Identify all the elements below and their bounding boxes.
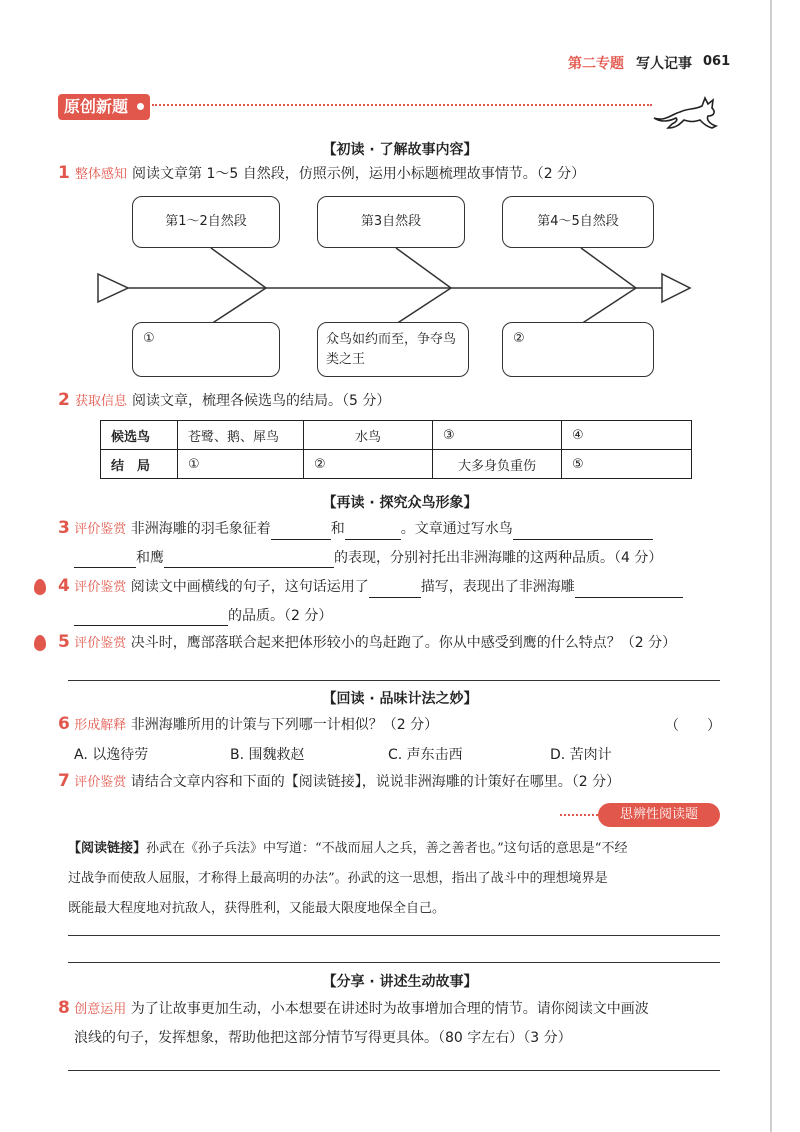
bird-outcome-table: [100, 420, 692, 479]
table-cell[interactable]: ①: [178, 450, 304, 479]
plot-box-bottom-2: 众鸟如约而至，争夺鸟类之王: [317, 322, 469, 377]
question-text: 为了让故事更加生动，小本想要在讲述时为故事增加合理的情节。请你阅读文中画波: [130, 1001, 649, 1017]
critical-reading-tag: 思辨性阅读题: [598, 803, 720, 827]
badge-label: 原创新题: [64, 97, 129, 116]
table-cell: 苍鹭、鹅、犀鸟: [178, 421, 304, 450]
section-heading-first-read: 【初读 · 了解故事内容】: [322, 142, 478, 158]
answer-blank[interactable]: [74, 551, 136, 568]
table-row: [101, 421, 692, 450]
difficulty-flame-icon: [34, 635, 46, 651]
option-d[interactable]: D. 苦肉计: [550, 747, 612, 763]
table-cell[interactable]: ②: [304, 450, 433, 479]
table-cell[interactable]: ④: [562, 421, 692, 450]
question-number: 1: [58, 163, 70, 183]
question-4: [58, 576, 728, 598]
question-8: [58, 998, 738, 1020]
question-1: [58, 163, 585, 184]
question-7: [58, 771, 738, 793]
question-text: 请结合文章内容和下面的【阅读链接】，说说非洲海雕的计策好在哪里。（2 分）: [130, 774, 621, 790]
header-section: 第二专题: [568, 56, 624, 72]
question-tag: 评价鉴赏: [74, 522, 127, 537]
answer-line[interactable]: [68, 935, 720, 936]
plot-box-top-2: 第3自然段: [317, 196, 465, 248]
question-tag: 整体感知: [74, 167, 127, 182]
page-edge: [770, 0, 772, 1132]
question-tag: 形成解释: [74, 718, 127, 733]
answer-blank[interactable]: [369, 581, 421, 598]
plot-box-bottom-3[interactable]: ②: [502, 322, 654, 377]
header-topic: 写人记事: [636, 56, 692, 72]
plot-box-top-3: 第4～5自然段: [502, 196, 654, 248]
answer-blank[interactable]: [575, 581, 683, 598]
answer-paren[interactable]: （ ）: [665, 718, 721, 734]
option-b[interactable]: B. 围魏救赵: [230, 747, 305, 763]
section-heading-second-read: 【再读 · 探究众鸟形象】: [322, 495, 478, 511]
question-text: 阅读文章第 1～5 自然段，仿照示例，运用小标题梳理故事情节。（2 分）: [132, 166, 586, 182]
table-cell: 大多身负重伤: [433, 450, 562, 479]
difficulty-flame-icon: [34, 579, 46, 595]
question-3-line-2: [74, 548, 724, 568]
answer-blank[interactable]: [513, 523, 653, 540]
question-text: 和: [330, 521, 345, 537]
reading-link-box: [68, 834, 728, 924]
head-arrow: [662, 274, 690, 302]
reading-link-text: 既能最大程度地对抗敌人，获得胜利，又能最大限度地保全自己。: [68, 901, 446, 916]
question-number: 7: [58, 771, 70, 791]
question-text: 决斗时，鹰部落联合起来把体形较小的鸟赶跑了。你从中感受到鹰的什么特点？（2 分）: [130, 635, 677, 651]
reading-link-text: 过战争而使敌人屈服，才称得上最高明的办法”。孙武的这一思想，指出了战斗中的理想境界是: [68, 871, 608, 886]
option-a[interactable]: A. 以逸待劳: [74, 747, 149, 763]
question-tag: 评价鉴赏: [74, 775, 127, 790]
question-6: [58, 714, 438, 736]
table-cell[interactable]: ⑤: [562, 450, 692, 479]
section-heading-third-read: 【回读 · 品味计法之妙】: [322, 691, 478, 707]
dotted-divider: [152, 104, 652, 106]
question-number: 5: [58, 632, 70, 652]
question-number: 2: [58, 390, 70, 410]
option-c[interactable]: C. 声东击西: [388, 747, 463, 763]
answer-line[interactable]: [68, 1070, 720, 1071]
reading-link-text: 孙武在《孙子兵法》中写道：“不战而屈人之兵，善之善者也。”这句话的意思是“不经: [146, 841, 628, 856]
question-number: 6: [58, 714, 70, 734]
question-4-line-2: [74, 606, 332, 626]
table-cell[interactable]: ③: [433, 421, 562, 450]
section-heading-share: 【分享 · 讲述生动故事】: [322, 974, 478, 990]
question-tag: 评价鉴赏: [74, 636, 127, 651]
question-number: 3: [58, 518, 70, 538]
answer-blank[interactable]: [271, 523, 331, 540]
question-tag: 获取信息: [74, 394, 127, 409]
question-tag: 评价鉴赏: [74, 580, 127, 595]
question-2: [58, 390, 390, 411]
answer-line[interactable]: [68, 962, 720, 963]
table-cell: 结 局: [101, 450, 178, 479]
question-tag: 创意运用: [74, 1002, 127, 1017]
question-text: 描写，表现出了非洲海雕: [420, 579, 575, 595]
question-text: 阅读文中画横线的句子，这句话运用了: [130, 579, 369, 595]
question-text: 的品质。（2 分）: [228, 608, 333, 624]
question-number: 8: [58, 998, 70, 1018]
table-cell: 水鸟: [304, 421, 433, 450]
question-text: 非洲海雕的羽毛象征着: [130, 521, 271, 537]
page-number: 061: [703, 54, 731, 69]
question-number: 4: [58, 576, 70, 596]
plot-box-top-1: 第1～2自然段: [132, 196, 280, 248]
answer-blank[interactable]: [164, 551, 334, 568]
answer-blank[interactable]: [74, 609, 228, 626]
plot-box-bottom-1[interactable]: ①: [132, 322, 280, 377]
question-text: 非洲海雕所用的计策与下列哪一计相似？（2 分）: [130, 717, 439, 733]
original-question-badge: [58, 94, 150, 120]
question-text: 阅读文章，梳理各候选鸟的结局。（5 分）: [132, 393, 391, 409]
tail-arrow: [98, 274, 128, 302]
question-text: 和鹰: [136, 550, 164, 566]
answer-blank[interactable]: [345, 523, 401, 540]
table-cell: 候选鸟: [101, 421, 178, 450]
badge-dot-icon: [137, 103, 144, 110]
question-3: [58, 518, 728, 540]
cat-icon: [650, 88, 725, 130]
question-text: 。文章通过写水鸟: [400, 521, 513, 537]
answer-line[interactable]: [68, 680, 720, 681]
pill-dotted-lead: [560, 814, 598, 816]
question-text: 的表现，分别衬托出非洲海雕的这两种品质。（4 分）: [334, 550, 663, 566]
reading-link-label: 【阅读链接】: [68, 841, 147, 856]
question-5: [58, 632, 738, 654]
question-8-line-2: 浪线的句子，发挥想象，帮助他把这部分情节写得更具体。（80 字左右）（3 分）: [74, 1030, 572, 1046]
table-row: [101, 450, 692, 479]
